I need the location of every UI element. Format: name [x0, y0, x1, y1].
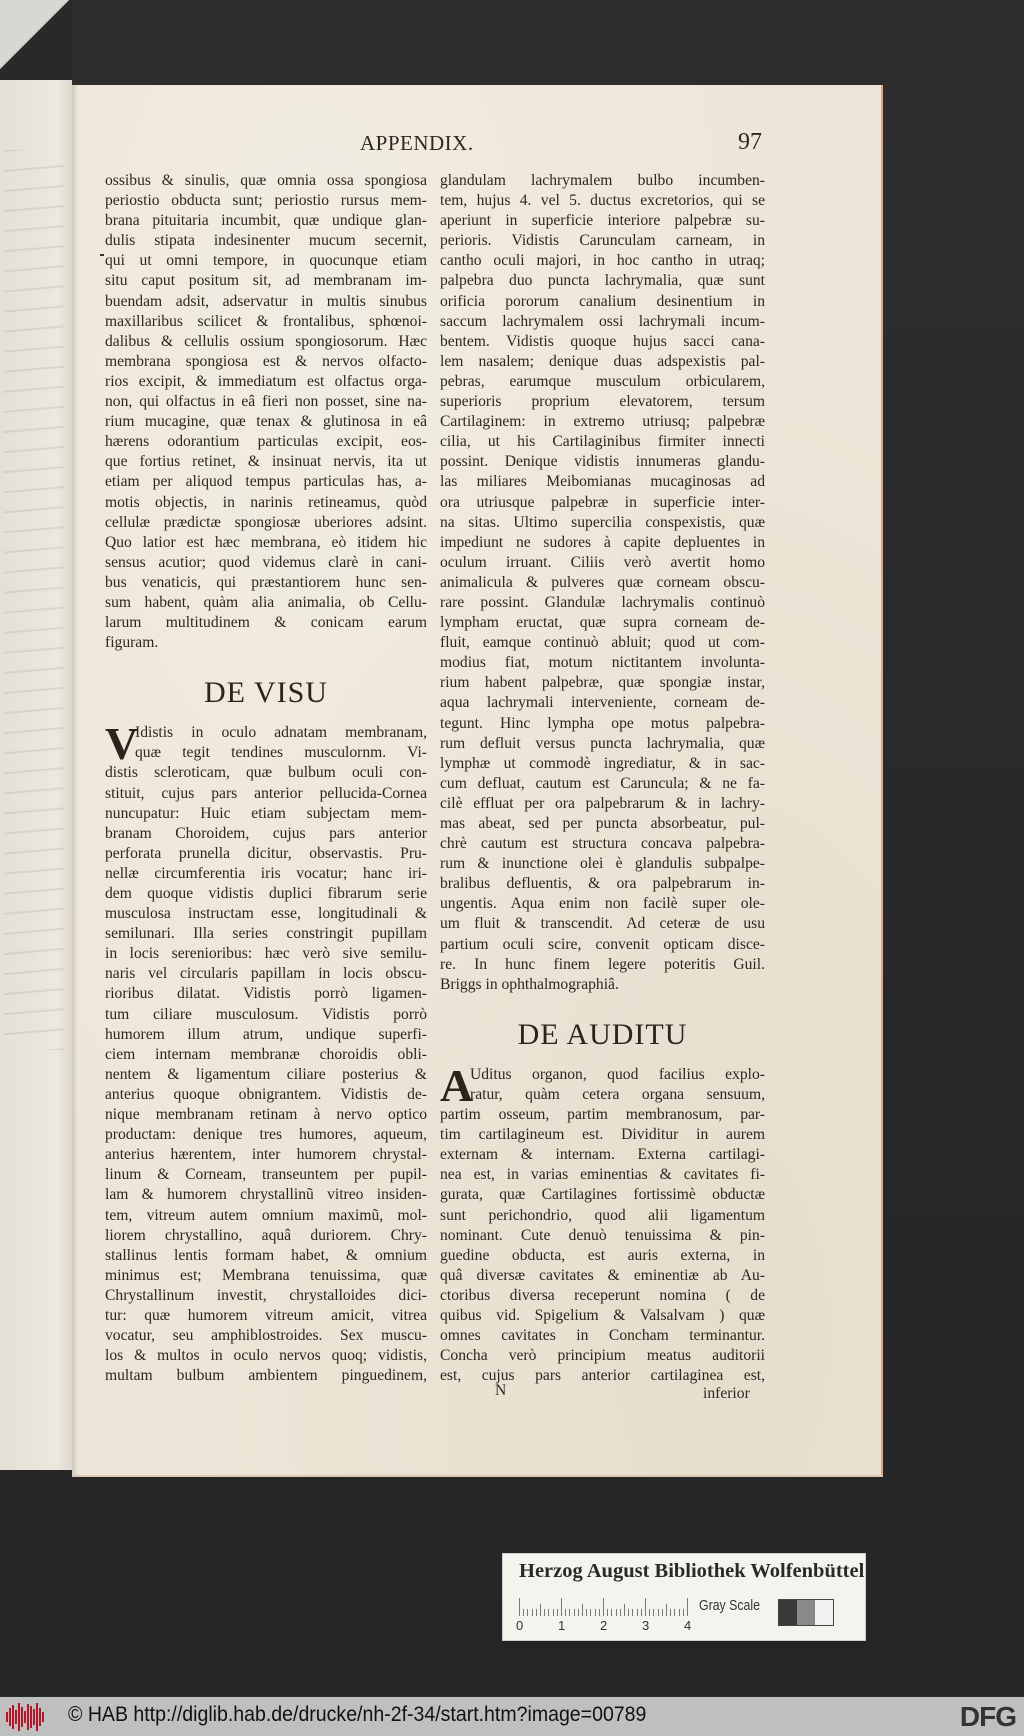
text-line: musculosa instructam esse, longitudinali &: [105, 905, 427, 923]
text-line: nique membranam retinam à nervo optico: [105, 1106, 427, 1124]
gray-swatch: [815, 1600, 833, 1625]
ruler-tick: [662, 1609, 663, 1616]
ruler-tick: [603, 1598, 604, 1616]
text-line: tim cartilagineum est. Dividitur in aurem: [440, 1126, 765, 1144]
ruler-tick: [674, 1609, 675, 1616]
ruler-tick: [653, 1609, 654, 1616]
ruler-tick: [595, 1609, 596, 1616]
ruler-tick: [641, 1609, 642, 1616]
text-line: partium oculi scire, convenit opticam disce-: [440, 935, 765, 953]
text-line: saccum lachrymalem ossi lachrymali incum-: [440, 312, 765, 330]
text-line: los & multos in oculo nervos quoq; vidistis,: [105, 1347, 427, 1365]
ruler-label: 2: [600, 1618, 608, 1633]
catchword: inferior: [703, 1385, 750, 1402]
ruler-tick: [565, 1609, 566, 1616]
text-line: bentem. Vidistis quoque hujus sacci cana-: [440, 332, 765, 350]
text-line: maxillaribus scilicet & frontalibus, sphœnoi-: [105, 312, 427, 330]
text-line: chrè cautum est structura concava palpebra-: [440, 835, 765, 853]
gray-scale-swatches: [778, 1599, 834, 1626]
text-line: vocatur, seu amphiblostroides. Sex muscu-: [105, 1327, 427, 1345]
left-text-after: [105, 718, 427, 1386]
text-line: nuncupatur: Huic etiam subjectam mem-: [105, 804, 427, 822]
text-line: pebras, earumque musculum orbicularem,: [440, 372, 765, 390]
right-column: [440, 171, 765, 1386]
text-line: tem, vitreum autem omnium maximũ, mol-: [105, 1206, 427, 1224]
ruler-tick: [683, 1609, 684, 1616]
ruler-tick: [679, 1609, 680, 1616]
text-line: las miliares Meibomianas mucaginosas ad: [440, 473, 765, 491]
text-line: orificia pororum canalium desinentium in: [440, 292, 765, 310]
margin-mark: [100, 254, 104, 256]
text-line: stituit, cujus pars anterior pellucida-Cornea: [105, 784, 427, 802]
ruler-tick: [590, 1609, 591, 1616]
ruler-tick: [561, 1598, 562, 1616]
text-line: cilia, ut his Cartilaginibus firmiter innecti: [440, 433, 765, 451]
ruler-tick: [557, 1609, 558, 1616]
text-line: possint. Denique vidistis innumeras glandu-: [440, 453, 765, 471]
text-line: dulis stipata indesinenter mucum secernit,: [105, 232, 427, 250]
signature-mark: N: [495, 1382, 507, 1399]
text-line: nellæ circumferentia iris vocatur; hanc iri-: [105, 864, 427, 882]
text-line: animalicula & pulveres quæ corneam obscu-: [440, 573, 765, 591]
text-line: lam & humorem chrystallinũ vitreo insiden-: [105, 1186, 427, 1204]
text-line: semilunari. Illa series constringit pupillam: [105, 925, 427, 943]
text-line: brana pituitaria incumbit, quæ undique glan-: [105, 212, 427, 230]
library-name: Herzog August Bibliothek Wolfenbüttel: [519, 1560, 865, 1582]
ruler-tick: [582, 1604, 583, 1616]
text-line: bus venaticis, qui præstantiorem hunc sen-: [105, 573, 427, 591]
text-line: quâ diversæ cavitates & eminentiæ ab Au-: [440, 1266, 765, 1284]
hab-logo-icon: [6, 1703, 46, 1731]
text-line: quibus vid. Spigelium & Valsalvam ) quæ: [440, 1306, 765, 1324]
ruler-label: 1: [558, 1618, 566, 1633]
ruler-tick: [540, 1604, 541, 1616]
text-line: liorem chrystallino, aquâ duriorem. Chry-: [105, 1226, 427, 1244]
text-line: linum & Corneam, transeuntem per pupil-: [105, 1166, 427, 1184]
text-line: superioris proprium elevatorem, tersum: [440, 393, 765, 411]
ruler-tick: [632, 1609, 633, 1616]
dropcap-a: A: [440, 1059, 474, 1111]
text-line: bralibus defluentis, & ora palpebrarum in-: [440, 875, 765, 893]
text-line: Briggs in ophthalmographiâ.: [440, 975, 619, 993]
text-line: cantho oculi majori, in hoc cantho in utraq;: [440, 252, 765, 270]
page-number: 97: [738, 129, 762, 155]
text-line: cum defluat, cautum est Caruncula; & ne fa-: [440, 774, 765, 792]
gray-swatch: [797, 1600, 815, 1625]
text-line: naris vel circularis papillam in locis obscu-: [105, 965, 427, 983]
ruler-tick: [687, 1598, 688, 1616]
text-line: rios excipit, & immediatum est olfactus orga-: [105, 372, 427, 390]
ruler-tick: [586, 1609, 587, 1616]
text-line: Idistis in oculo adnatam membranam,: [135, 724, 427, 742]
text-line: sum habent, quàm alia animalia, ob Cellu-: [105, 593, 427, 611]
de-auditu-paragraph: [440, 1059, 765, 1387]
text-line: qui ut omni tempore, in quocunque etiam: [105, 252, 427, 270]
footer-bar: [0, 1697, 1024, 1736]
ruler-tick: [670, 1609, 671, 1616]
ruler-tick: [544, 1609, 545, 1616]
ruler-tick: [553, 1609, 554, 1616]
text-line: rium habent palpebræ, quæ spongiæ instar,: [440, 674, 765, 692]
text-line: tegunt. Hinc lympha ope motus palpebra-: [440, 714, 765, 732]
text-line: lymphæ ut commodè ingrediatur, & in sac-: [440, 754, 765, 772]
text-line: tem, hujus 4. vel 5. ductus excretorios, qui se: [440, 192, 765, 210]
ruler-tick: [519, 1598, 520, 1616]
heading-de-visu: DE VISU: [204, 676, 328, 710]
text-line: re. In hunc finem legere poteritis Guil.: [440, 955, 765, 973]
right-text-before: [440, 171, 765, 995]
text-line: stallinus lentis formam habet, & omnium: [105, 1246, 427, 1264]
ruler-label: 4: [684, 1618, 692, 1633]
ruler-tick: [578, 1609, 579, 1616]
text-line: rioribus dilatat. Vidistis porrò ligamen-: [105, 985, 427, 1003]
ruler-tick: [624, 1604, 625, 1616]
running-title: APPENDIX.: [360, 131, 474, 155]
text-line: anterius hærentem, inter humorem chrystal-: [105, 1146, 427, 1164]
ruler-tick: [658, 1609, 659, 1616]
text-line: cellulæ prædictæ spongiosæ uberiores adsint.: [105, 513, 427, 531]
text-line: modius fiat, motum nictitantem involunta-: [440, 654, 765, 672]
text-line: larum multitudinem & conicam earum: [105, 614, 427, 632]
text-line: palpebra duo puncta lachrymalia, quæ sunt: [440, 272, 765, 290]
text-line: dem quoque vidistis duplici fibrarum serie: [105, 885, 427, 902]
scale-ruler: [516, 1594, 692, 1634]
gray-swatch: [779, 1600, 797, 1625]
text-line: ctoribus diversa receperunt nomina ( de: [440, 1286, 765, 1304]
text-line: tur: quæ humorem vitreum amicit, vitrea: [105, 1306, 427, 1324]
text-line: branam Choroidem, cujus pars anterior: [105, 824, 427, 842]
text-line: ora utriusque palpebræ in superficie inter-: [440, 493, 765, 511]
text-line: humorem illum atrum, undique superfi-: [105, 1025, 427, 1043]
ruler-tick: [536, 1609, 537, 1616]
ruler-tick: [649, 1609, 650, 1616]
ruler-tick: [616, 1609, 617, 1616]
text-line: perforata prunella dicitur, observastis. Pru-: [105, 844, 427, 862]
text-line: glandulam lachrymalem bulbo incumben-: [440, 172, 765, 189]
text-line: tum ciliare musculosum. Vidistis porrò: [105, 1005, 427, 1023]
ruler-tick: [645, 1598, 646, 1616]
text-line: aperiunt in superficie interiore palpebræ su-: [440, 212, 765, 230]
text-line: rum & inunctione olei è glandulis subpalpe-: [440, 855, 765, 873]
text-line: lem nasalem; denique duas adspexistis pal-: [440, 352, 765, 370]
text-line: dalibus & cellulis ossium spongiosorum. Hæc: [105, 332, 427, 350]
ruler-tick: [527, 1609, 528, 1616]
text-line: membrana spongiosa est & nervos olfacto-: [105, 352, 427, 370]
text-line: sensus acutior; quod videmus clarè in cani-: [105, 553, 427, 571]
text-line: non, qui olfactus in eâ fieri non posset, sine na-: [105, 393, 427, 411]
ruler-label: 3: [642, 1618, 650, 1633]
ruler-tick: [620, 1609, 621, 1616]
copyright-link[interactable]: © HAB http://diglib.hab.de/drucke/nh-2f-34/start.htm?image=00789: [68, 1703, 647, 1726]
heading-de-auditu: DE AUDITU: [517, 1017, 688, 1051]
text-line: ciem internam membranæ choroidis obli-: [105, 1045, 427, 1063]
text-line: buendam adsit, adservatur in multis sinubus: [105, 292, 427, 310]
text-line: lympham eructat, quæ supra corneam de-: [440, 614, 765, 632]
ruler-tick: [599, 1609, 600, 1616]
text-line: hærens odorantium particulas excipit, eos-: [105, 433, 427, 451]
text-line: rum defluit versus puncta lachrymalia, quæ: [440, 734, 765, 752]
text-line: sunt perichondrio, quod alii ligamentum: [440, 1206, 765, 1224]
ruler-label: 0: [516, 1618, 524, 1633]
text-line: nentem & ligamentum ciliare posterius &: [105, 1065, 427, 1083]
text-line: aqua lachrymali interveniente, corneam de-: [440, 694, 765, 712]
text-line: perioris. Vidistis Carunculam carneam, in: [440, 232, 765, 250]
text-line: Uditus organon, quod facilius explo-: [470, 1065, 765, 1083]
text-line: anterius quoque obnigrantem. Vidistis de-: [105, 1085, 427, 1103]
text-line: externam & internam. Externa cartilagi-: [440, 1146, 765, 1164]
text-line: figuram.: [105, 634, 159, 652]
text-line: oculum irruant. Ciliis verò avertit homo: [440, 553, 765, 571]
text-line: minimus est; Membrana tenuissima, quæ: [105, 1266, 427, 1284]
text-line: partim osseum, partim membranosum, par-: [440, 1106, 765, 1124]
text-line: rare possint. Glandulæ lachrymalis continuò: [440, 593, 765, 611]
left-column: [105, 171, 427, 1386]
de-visu-paragraph: [105, 718, 427, 1386]
text-line: nominant. Cute denuò tenuissima & pin-: [440, 1226, 765, 1244]
text-line: gurata, quæ Cartilagines fortissimè obductæ: [440, 1186, 765, 1204]
text-line: mas abeat, sed per puncta absorbeatur, pul-: [440, 815, 765, 832]
text-line: ungentis. Aqua enim non facilè super ole-: [440, 895, 765, 913]
text-line: nea est, in varias eminentias & cavitates fi-: [440, 1166, 765, 1184]
text-line: fluit, eamque continuò abluit; quod ut com-: [440, 634, 765, 652]
text-line: periostio obducta sunt; periostio rursus mem-: [105, 192, 427, 210]
text-line: cilè effluat per ora palpebrarum & in lachry-: [440, 794, 765, 812]
text-line: impediunt ne sudores à capite depluentes in: [440, 533, 765, 551]
text-line: multam bulbum ambientem pinguedinem,: [105, 1367, 427, 1385]
text-line: situ caput positum sit, ad membranam im-: [105, 272, 427, 290]
text-line: est, cujus pars anterior cartilaginea est,: [440, 1367, 765, 1385]
right-text-after: [440, 1059, 765, 1387]
text-line: guedine obducta, est auris externa, in: [440, 1246, 765, 1264]
text-line: na sitas. Ultimo supercilia conspexistis, quæ: [440, 513, 765, 531]
page-gutter: [72, 85, 78, 1475]
dropcap-v: V: [105, 718, 139, 770]
text-line: quæ tegit tendines musculornm. Vi-: [135, 744, 427, 762]
running-head: [0, 131, 1024, 159]
text-line: um fluit & transcendit. Ad ceteræ de usu: [440, 915, 765, 933]
ruler-tick: [548, 1609, 549, 1616]
text-line: Concha verò principium meatus auditorii: [440, 1347, 765, 1365]
ruler-tick: [569, 1609, 570, 1616]
dfg-logo: DFG: [959, 1701, 1016, 1732]
text-line: productam: denique tres humores, aqueum,: [105, 1126, 427, 1144]
ruler-tick: [574, 1609, 575, 1616]
text-line: Cartilaginem: in extremo utriusq; palpebræ: [440, 413, 765, 431]
text-line: Chrystallinum investit, chrystalloides dici-: [105, 1286, 427, 1304]
gray-scale-label: Gray Scale: [699, 1598, 760, 1614]
ruler-tick: [628, 1609, 629, 1616]
ruler-tick: [532, 1609, 533, 1616]
text-line: ossibus & sinulis, quæ omnia ossa spongiosa: [105, 172, 427, 189]
ruler-tick: [523, 1609, 524, 1616]
text-line: distis scleroticam, quæ bulbum oculi con-: [105, 764, 427, 782]
text-line: omnes cavitates in Concham terminantur.: [440, 1327, 765, 1345]
text-line: ratur, quàm cetera organa sensuum,: [470, 1085, 765, 1103]
ruler-tick: [637, 1609, 638, 1616]
text-line: in locis serenioribus: hæc verò sive semilu-: [105, 945, 427, 963]
ruler-tick: [607, 1609, 608, 1616]
ruler-tick: [666, 1604, 667, 1616]
text-line: rium mucagine, quæ tenax & glutinosa in eâ: [105, 413, 427, 431]
text-line: que fortius retinet, & insinuat nervis, ita ut: [105, 453, 427, 471]
left-text-before: [105, 171, 427, 653]
color-reference-card: [502, 1553, 866, 1641]
text-line: etiam per aliquod tempus particulas has, a-: [105, 473, 427, 491]
ruler-tick: [611, 1609, 612, 1616]
show-through-text: [4, 150, 64, 1050]
text-line: motis objectis, in narinis retineamus, quòd: [105, 493, 427, 511]
previous-page-corner: [0, 0, 72, 80]
text-line: Quo latior est hæc membrana, eò itidem hic: [105, 533, 427, 551]
